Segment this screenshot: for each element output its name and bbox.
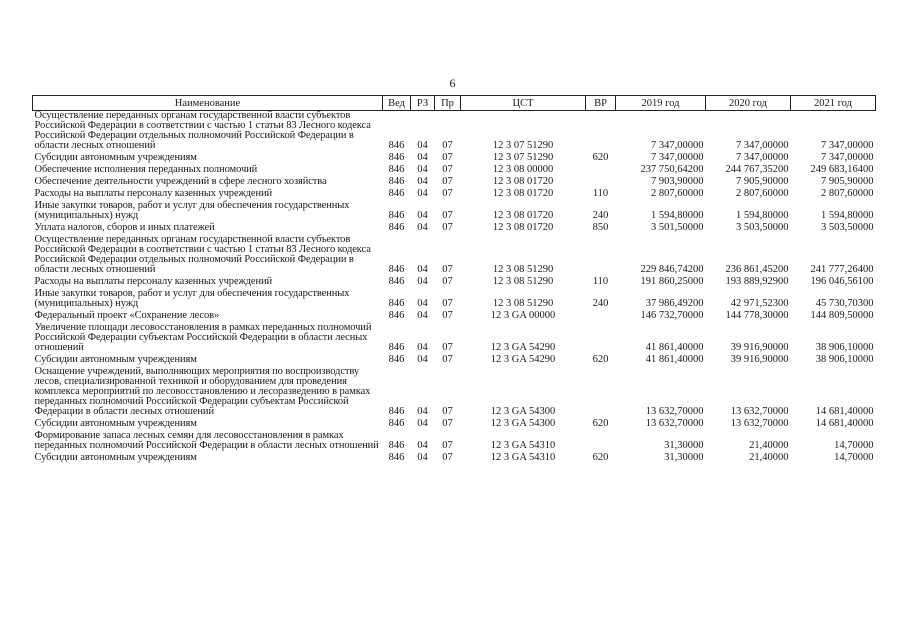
cell-cst: 12 3 08 51290 xyxy=(492,276,554,287)
col-header-ved: Вед xyxy=(383,96,411,111)
table-row xyxy=(33,431,876,453)
cell-pr: 07 xyxy=(442,164,453,175)
cell-ved: 846 xyxy=(388,140,405,151)
cell-cst: 12 3 GA 54310 xyxy=(490,440,556,451)
cell-vr xyxy=(586,431,616,453)
cell-cst: 12 3 08 00000 xyxy=(492,164,554,175)
col-header-rz: РЗ xyxy=(411,96,435,111)
cell-pr: 07 xyxy=(442,310,453,321)
cell-cst: 12 3 07 51290 xyxy=(492,140,554,151)
cell-ved: 846 xyxy=(388,440,405,451)
cell-name: Расходы на выплаты персоналу казенных учреждений xyxy=(34,276,273,287)
cell-ved: 846 xyxy=(388,164,405,175)
cell-vr: 620 xyxy=(592,452,609,463)
cell-rz: 04 xyxy=(417,152,428,163)
cell-y2020: 13 632,70000 xyxy=(730,418,789,429)
cell-vr: 620 xyxy=(592,418,609,429)
cell-y2020: 193 889,92900 xyxy=(725,276,789,287)
cell-ved: 846 xyxy=(388,152,405,163)
cell-pr: 07 xyxy=(442,354,453,365)
table-body xyxy=(33,111,876,466)
cell-pr: 07 xyxy=(442,140,453,151)
cell-name: Формирование запаса лесных семян для лесовосстановления в рамках переданных полномочий Российской Федерации в области лесных отношений xyxy=(34,430,379,451)
cell-y2020: 39 916,90000 xyxy=(730,342,789,353)
col-header-2019: 2019 год xyxy=(616,96,706,111)
cell-cst: 12 3 08 01720 xyxy=(492,222,554,233)
cell-pr: 07 xyxy=(442,176,453,187)
cell-vr: 620 xyxy=(592,354,609,365)
cell-ved: 846 xyxy=(388,406,405,417)
cell-vr: 620 xyxy=(592,152,609,163)
cell-ved: 846 xyxy=(388,276,405,287)
cell-y2019: 229 846,74200 xyxy=(640,264,704,275)
table-row xyxy=(33,367,876,419)
cell-name: Расходы на выплаты персоналу казенных учреждений xyxy=(34,188,273,199)
table-row xyxy=(33,453,876,465)
cell-pr: 07 xyxy=(442,276,453,287)
cell-rz: 04 xyxy=(417,164,428,175)
cell-name: Обеспечение деятельности учреждений в сфере лесного хозяйства xyxy=(34,176,327,187)
table-row xyxy=(33,111,876,154)
cell-y2020: 244 767,35200 xyxy=(725,164,789,175)
cell-name: Иные закупки товаров, работ и услуг для обеспечения государственных (муниципальных) нужд xyxy=(34,200,350,221)
cell-cst: 12 3 07 51290 xyxy=(492,152,554,163)
cell-pr: 07 xyxy=(442,210,453,221)
cell-vr: 110 xyxy=(592,188,609,199)
cell-y2019: 41 861,40000 xyxy=(645,354,704,365)
cell-name: Субсидии автономным учреждениям xyxy=(34,418,197,429)
cell-rz: 04 xyxy=(417,354,428,365)
col-header-2020: 2020 год xyxy=(706,96,791,111)
cell-rz: 04 xyxy=(417,176,428,187)
cell-cst: 12 3 08 01720 xyxy=(492,210,554,221)
cell-name: Субсидии автономным учреждениям xyxy=(34,452,197,463)
cell-cst: 12 3 GA 54300 xyxy=(490,406,556,417)
cell-ved: 846 xyxy=(388,418,405,429)
cell-y2021: 14,70000 xyxy=(834,452,874,463)
cell-name: Иные закупки товаров, работ и услуг для обеспечения государственных (муниципальных) нужд xyxy=(34,288,350,309)
cell-cst: 12 3 08 01720 xyxy=(492,188,554,199)
cell-y2020: 7 347,00000 xyxy=(736,140,789,151)
col-header-name: Наименование xyxy=(33,96,383,111)
cell-ved: 846 xyxy=(388,188,405,199)
cell-cst: 12 3 08 01720 xyxy=(492,176,554,187)
cell-ved: 846 xyxy=(388,310,405,321)
cell-rz: 04 xyxy=(417,418,428,429)
cell-vr xyxy=(586,111,616,154)
cell-name: Обеспечение исполнения переданных полномочий xyxy=(34,164,258,175)
cell-pr: 07 xyxy=(442,452,453,463)
cell-y2019: 3 501,50000 xyxy=(651,222,704,233)
cell-y2019: 191 860,25000 xyxy=(640,276,704,287)
cell-rz: 04 xyxy=(417,264,428,275)
cell-vr: 240 xyxy=(592,298,609,309)
cell-pr: 07 xyxy=(442,152,453,163)
cell-rz: 04 xyxy=(417,406,428,417)
cell-rz: 04 xyxy=(417,188,428,199)
cell-y2019: 2 807,60000 xyxy=(651,188,704,199)
cell-vr: 850 xyxy=(592,222,609,233)
cell-y2020: 7 347,00000 xyxy=(736,152,789,163)
col-header-2021: 2021 год xyxy=(791,96,876,111)
cell-pr: 07 xyxy=(442,188,453,199)
cell-y2019: 13 632,70000 xyxy=(645,418,704,429)
cell-y2020: 42 971,52300 xyxy=(730,298,789,309)
cell-name: Увеличение площади лесовосстановления в рамках переданных полномочий Российской Федерации субъектам Российской Федерации в области лесных отношений xyxy=(34,322,372,353)
cell-vr: 110 xyxy=(592,276,609,287)
cell-rz: 04 xyxy=(417,310,428,321)
cell-vr xyxy=(586,311,616,323)
cell-cst: 12 3 GA 00000 xyxy=(490,310,556,321)
cell-y2020: 3 503,50000 xyxy=(736,222,789,233)
cell-y2019: 41 861,40000 xyxy=(645,342,704,353)
cell-y2021: 2 807,60000 xyxy=(821,188,874,199)
cell-pr: 07 xyxy=(442,440,453,451)
cell-y2021: 7 347,00000 xyxy=(821,140,874,151)
cell-name: Оснащение учреждений, выполняющих мероприятия по воспроизводству лесов, специализированной техникой и оборудованием для проведения комплекса мероприятий по лесовосстановлению и лесоразведению в рамках переданных полномочий Российской Федерации субъектам Российской Федерации в области лесных отношений xyxy=(34,366,371,417)
cell-name: Федеральный проект «Сохранение лесов» xyxy=(34,310,220,321)
cell-y2021: 241 777,26400 xyxy=(810,264,874,275)
cell-y2021: 14,70000 xyxy=(834,440,874,451)
page-number: 6 xyxy=(449,76,456,90)
cell-cst: 12 3 GA 54290 xyxy=(490,354,556,365)
cell-name: Субсидии автономным учреждениям xyxy=(34,354,197,365)
cell-y2019: 13 632,70000 xyxy=(645,406,704,417)
cell-y2019: 7 347,00000 xyxy=(651,140,704,151)
budget-table xyxy=(32,95,876,465)
cell-vr xyxy=(586,323,616,355)
cell-y2021: 249 683,16400 xyxy=(810,164,874,175)
cell-name: Субсидии автономным учреждениям xyxy=(34,152,197,163)
table-row xyxy=(33,235,876,277)
cell-y2020: 236 861,45200 xyxy=(725,264,789,275)
cell-ved: 846 xyxy=(388,210,405,221)
cell-y2020: 7 905,90000 xyxy=(736,176,789,187)
cell-rz: 04 xyxy=(417,140,428,151)
cell-y2021: 38 906,10000 xyxy=(815,354,874,365)
cell-rz: 04 xyxy=(417,298,428,309)
table-header-row xyxy=(33,96,876,111)
cell-vr xyxy=(586,367,616,419)
cell-ved: 846 xyxy=(388,264,405,275)
cell-cst: 12 3 GA 54300 xyxy=(490,418,556,429)
cell-pr: 07 xyxy=(442,298,453,309)
cell-vr xyxy=(586,165,616,177)
col-header-cst: ЦСТ xyxy=(461,96,586,111)
cell-rz: 04 xyxy=(417,452,428,463)
cell-vr: 240 xyxy=(592,210,609,221)
cell-ved: 846 xyxy=(388,452,405,463)
cell-y2019: 1 594,80000 xyxy=(651,210,704,221)
table-row xyxy=(33,289,876,311)
cell-y2021: 3 503,50000 xyxy=(821,222,874,233)
cell-cst: 12 3 08 51290 xyxy=(492,264,554,275)
cell-pr: 07 xyxy=(442,418,453,429)
cell-y2019: 7 347,00000 xyxy=(651,152,704,163)
cell-y2020: 21,40000 xyxy=(749,452,789,463)
cell-pr: 07 xyxy=(442,342,453,353)
cell-pr: 07 xyxy=(442,222,453,233)
cell-y2021: 45 730,70300 xyxy=(815,298,874,309)
cell-y2021: 7 905,90000 xyxy=(821,176,874,187)
cell-y2019: 31,30000 xyxy=(664,440,704,451)
cell-y2021: 14 681,40000 xyxy=(815,418,874,429)
cell-cst: 12 3 GA 54290 xyxy=(490,342,556,353)
cell-y2019: 146 732,70000 xyxy=(640,310,704,321)
cell-y2020: 2 807,60000 xyxy=(736,188,789,199)
cell-y2019: 7 903,90000 xyxy=(651,176,704,187)
cell-y2021: 1 594,80000 xyxy=(821,210,874,221)
cell-y2020: 39 916,90000 xyxy=(730,354,789,365)
cell-y2020: 144 778,30000 xyxy=(725,310,789,321)
cell-ved: 846 xyxy=(388,342,405,353)
cell-cst: 12 3 08 51290 xyxy=(492,298,554,309)
cell-y2020: 1 594,80000 xyxy=(736,210,789,221)
cell-name: Осуществление переданных органам государственной власти субъектов Российской Федерации в соответствии с частью 1 статьи 83 Лесного кодекса Российской Федерации отдельных полномочий Российской Федерации в области лесных отношений xyxy=(34,110,371,151)
cell-ved: 846 xyxy=(388,298,405,309)
cell-y2021: 38 906,10000 xyxy=(815,342,874,353)
cell-ved: 846 xyxy=(388,176,405,187)
cell-y2021: 14 681,40000 xyxy=(815,406,874,417)
cell-name: Уплата налогов, сборов и иных платежей xyxy=(34,222,215,233)
cell-y2019: 37 986,49200 xyxy=(645,298,704,309)
cell-rz: 04 xyxy=(417,342,428,353)
table-row xyxy=(33,323,876,355)
cell-ved: 846 xyxy=(388,354,405,365)
cell-y2019: 31,30000 xyxy=(664,452,704,463)
cell-pr: 07 xyxy=(442,264,453,275)
cell-rz: 04 xyxy=(417,440,428,451)
cell-y2020: 13 632,70000 xyxy=(730,406,789,417)
cell-pr: 07 xyxy=(442,406,453,417)
table-row xyxy=(33,201,876,223)
cell-rz: 04 xyxy=(417,222,428,233)
cell-y2021: 196 046,56100 xyxy=(810,276,874,287)
cell-rz: 04 xyxy=(417,210,428,221)
cell-name: Осуществление переданных органам государственной власти субъектов Российской Федерации в соответствии с частью 1 статьи 83 Лесного кодекса Российской Федерации отдельных полномочий Российской Федерации в области лесных отношений xyxy=(34,234,371,275)
cell-y2021: 7 347,00000 xyxy=(821,152,874,163)
col-header-pr: Пр xyxy=(435,96,461,111)
cell-y2020: 21,40000 xyxy=(749,440,789,451)
cell-cst: 12 3 GA 54310 xyxy=(490,452,556,463)
cell-y2021: 144 809,50000 xyxy=(810,310,874,321)
cell-vr xyxy=(586,235,616,277)
cell-ved: 846 xyxy=(388,222,405,233)
cell-rz: 04 xyxy=(417,276,428,287)
col-header-vr: ВР xyxy=(586,96,616,111)
cell-y2019: 237 750,64200 xyxy=(640,164,704,175)
